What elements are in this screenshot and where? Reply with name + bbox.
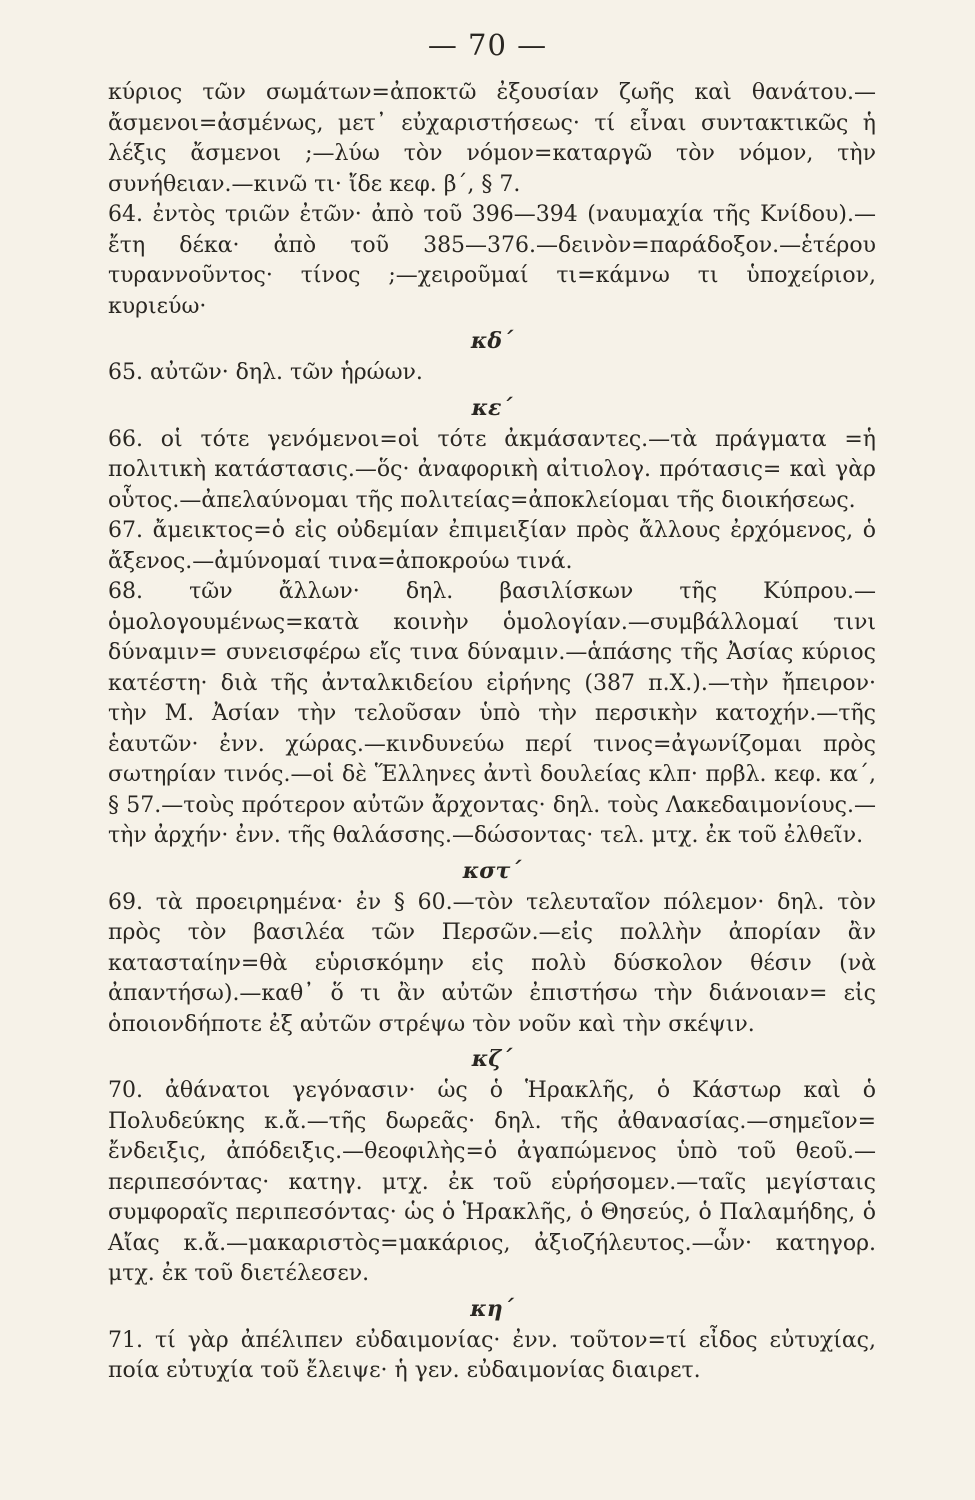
paragraph-69: 69. τὰ προειρημένα· ἐν § 60.—τὸν τελευταῖον πόλεμον· δηλ. τὸν πρὸς τὸν βασιλέα τῶν Περσῶν.—εἰς πολλὴν ἀπορίαν ἂν κατασταίην=θὰ εὑρισκόμην εἰς πολὺ δύσκολον θέσιν (νὰ ἀπαντήσω).—καθ᾽ ὅ τι ἂν αὐτῶν ἐπιστήσω τὴν διάνοιαν= εἰς ὁποιονδήποτε ἐξ αὐτῶν στρέψω τὸν νοῦν καὶ τὴν σκέψιν. [108,889,876,1037]
section-heading-kz: κζ΄ [471,1046,513,1072]
paragraph-66: 66. οἱ τότε γενόμενοι=οἱ τότε ἀκμάσαντες.—τὰ πράγματα =ἡ πολιτικὴ κατάστασις.—ὅς· ἀναφορικὴ αἰτιολογ. πρότασις= καὶ γὰρ οὗτος.—ἀπελαύνομαι τῆς πολιτείας=ἀποκλείομαι τῆς διοικήσεως. [108,426,876,513]
paragraph-70: 70. ἀθάνατοι γεγόνασιν· ὡς ὁ Ἡρακλῆς, ὁ Κάστωρ καὶ ὁ Πολυδεύκης κ.ἄ.—τῆς δωρεᾶς· δηλ. τῆς ἀθανασίας.—σημεῖον= ἔνδειξις, ἀπόδειξις.—θεοφιλὴς=ὁ ἀγαπώμενος ὑπὸ τοῦ θεοῦ.— περιπεσόντας· κατηγ. μτχ. ἐκ τοῦ εὑρήσομεν.—ταῖς μεγίσταις συμφοραῖς περιπεσόντας· ὡς ὁ Ἡρακλῆς, ὁ Θησεύς, ὁ Παλαμήδης, ὁ Αἴας κ.ἄ.—μακαριστὸς=μακάριος, ἀξιοζήλευτος.—ὧν· κατηγορ. μτχ. ἐκ τοῦ διετέλεσεν. [108,1078,876,1286]
paragraph-64: 64. ἐντὸς τριῶν ἐτῶν· ἀπὸ τοῦ 396—394 (ναυμαχία τῆς Κνίδου).—ἔτη δέκα· ἀπὸ τοῦ 385—376.—δεινὸν=παράδοξον.—ἑτέρου τυραννοῦντος· τίνος ;—χειροῦμαί τι=κάμνω τι ὑποχείριον, κυριεύω· [108,202,876,319]
paragraph-71: 71. τί γὰρ ἀπέλιπεν εὐδαιμονίας· ἐνν. τοῦτον=τί εἶδος εὐτυχίας, ποία εὐτυχία τοῦ ἔλειψε· ἡ γεν. εὐδαιμονίας διαιρετ. [108,1327,876,1383]
page-number: — 70 — [427,28,548,62]
section-heading-kd: κδ΄ [470,328,514,354]
section-heading-ke: κε΄ [471,394,513,421]
paragraph-65: 65. αὐτῶν· δηλ. τῶν ἡρώων. [108,360,423,385]
section-heading-kh: κη΄ [470,1295,514,1322]
paragraph-67: 67. ἄμεικτος=ὁ εἰς οὐδεμίαν ἐπιμειξίαν πρὸς ἄλλους ἐρχόμενος, ὁ ἄξενος.—ἀμύνομαί τινα=ἀποκρούω τινά. [108,518,876,574]
section-heading-kst: κστ΄ [462,857,522,884]
commentary-body [108,78,876,1387]
paragraph-68: 68. τῶν ἄλλων· δηλ. βασιλίσκων τῆς Κύπρου.—ὁμολογουμένως=κατὰ κοινὴν ὁμολογίαν.—συμβάλλομαί τινι δύναμιν= συνεισφέρω εἴς τινα δύναμιν.—ἁπάσης τῆς Ἀσίας κύριος κατέστη· διὰ τῆς ἀνταλκιδείου εἰρήνης (387 π.Χ.).—τὴν ἤπειρον· τὴν Μ. Ἀσίαν τὴν τελοῦσαν ὑπὸ τὴν περσικὴν κατοχήν.—τῆς ἑαυτῶν· ἐνν. χώρας.—κινδυνεύω περί τινος=ἀγωνίζομαι πρὸς σωτηρίαν τινός.—οἱ δὲ Ἕλληνες ἀντὶ δουλείας κλπ· πρβλ. κεφ. κα΄, § 57.—τοὺς πρότερον αὐτῶν ἄρχοντας· δηλ. τοὺς Λακεδαιμονίους.—τὴν ἀρχήν· ἐνν. τῆς θαλάσσης.—δώσοντας· τελ. μτχ. ἐκ τοῦ ἐλθεῖν. [108,579,876,848]
paragraph-continuation: κύριος τῶν σωμάτων=ἀποκτῶ ἐξουσίαν ζωῆς καὶ θανάτου.— ἄσμενοι=ἀσμένως, μετ᾽ εὐχαριστήσεως· τί εἶναι συντακτικῶς ἡ λέξις ἄσμενοι ;—λύω τὸν νόμον=καταργῶ τὸν νόμον, τὴν συνήθειαν.—κινῶ τι· ἴδε κεφ. β΄, § 7. [108,80,876,197]
